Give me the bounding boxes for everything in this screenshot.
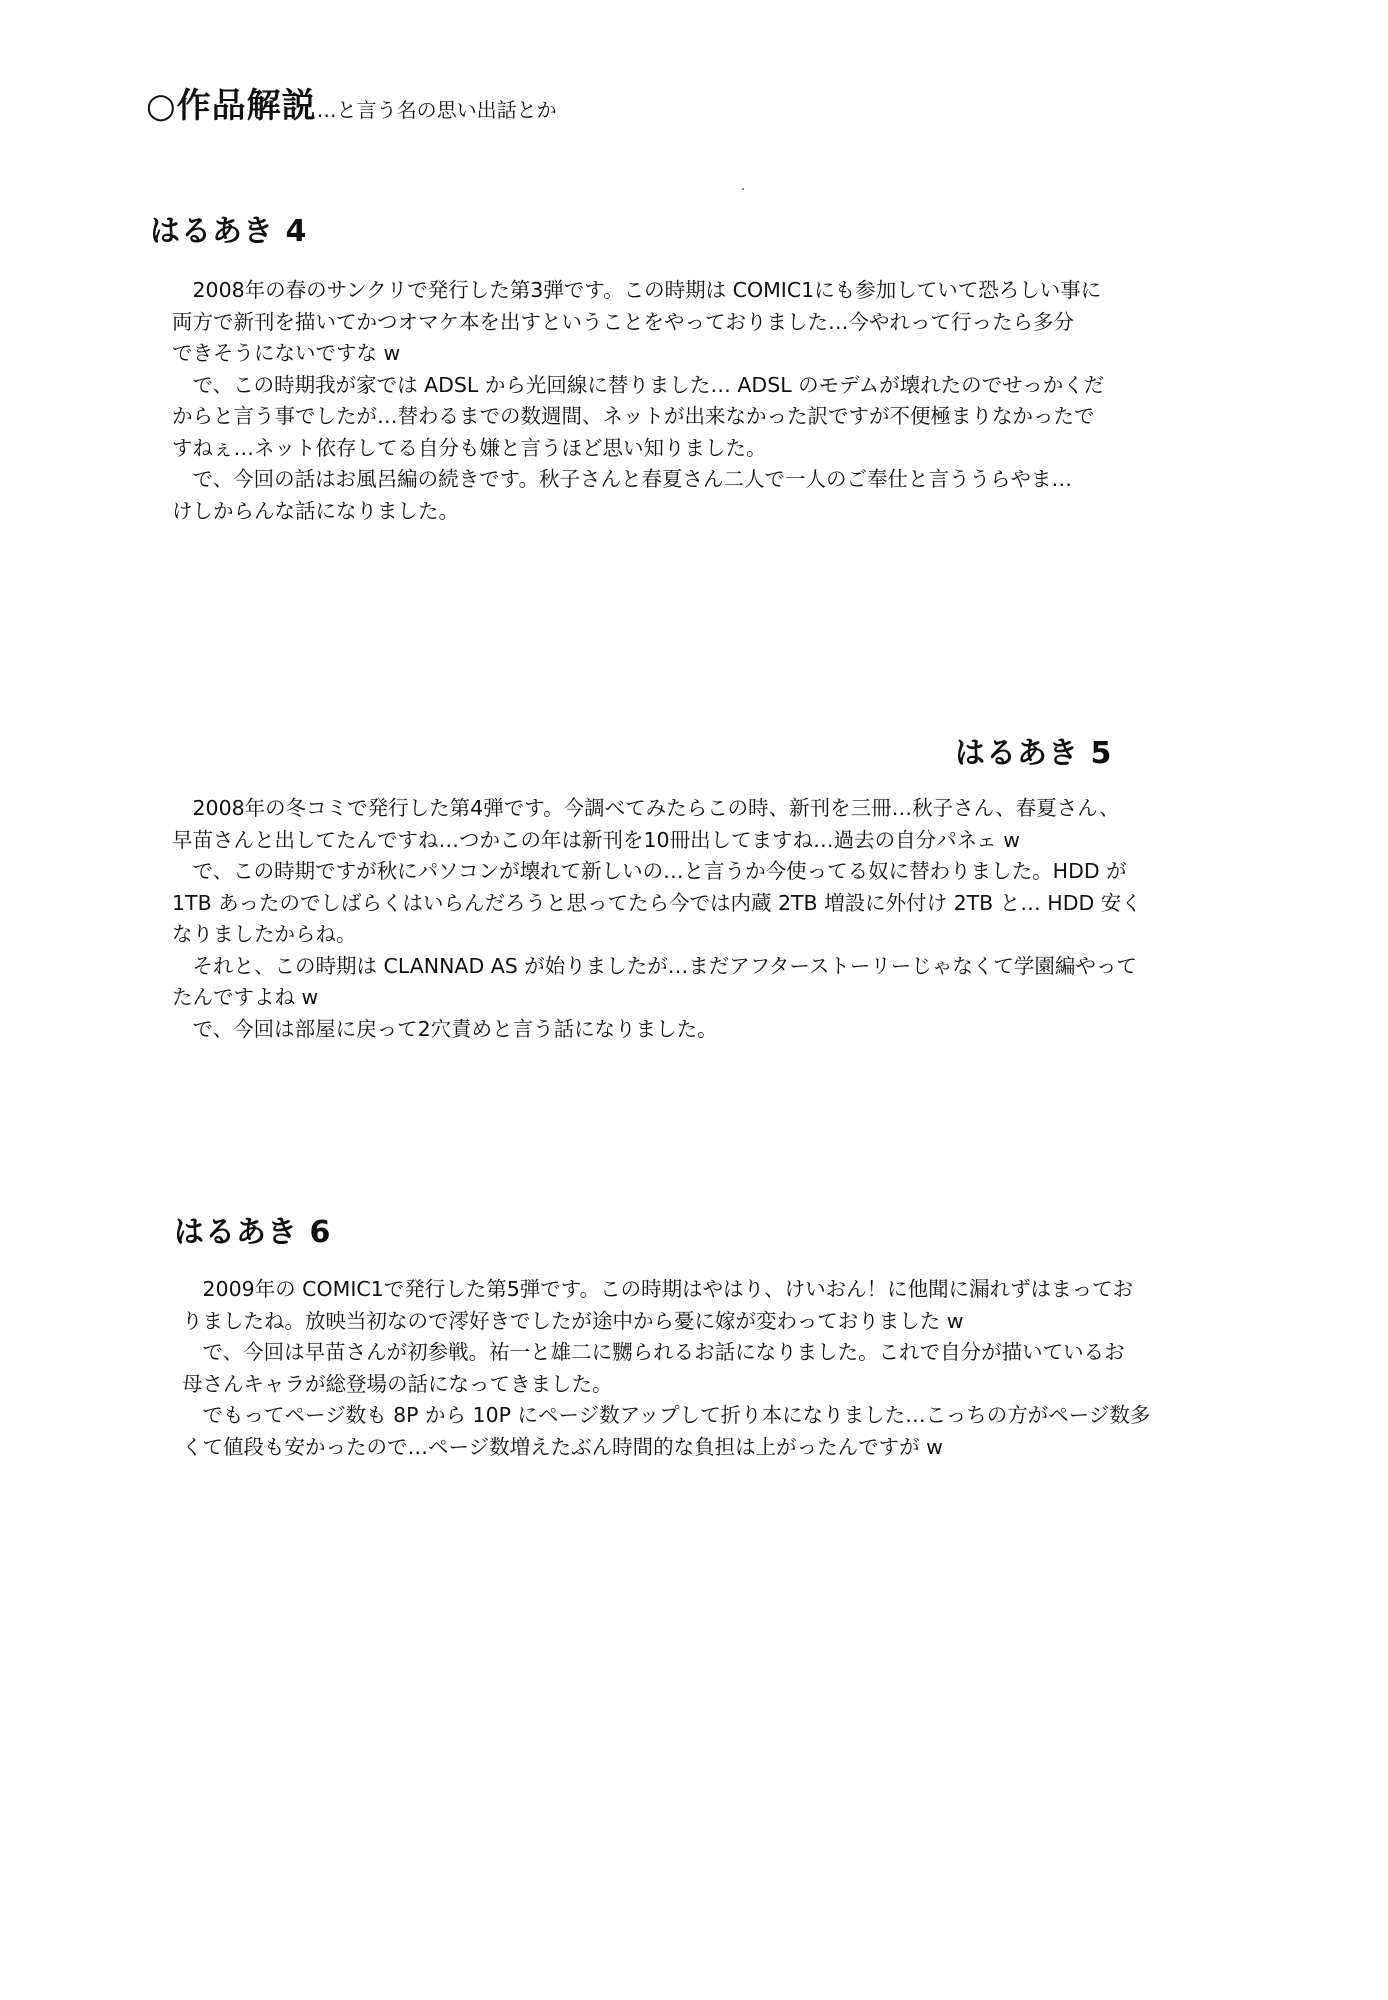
body-line: できそうにないですな w (172, 341, 401, 365)
body-line: たんですよね w (172, 985, 319, 1009)
section-body-harukai-4 (172, 275, 1104, 527)
scan-speck (742, 188, 744, 190)
body-line: 早苗さんと出してたんですね…つかこの年は新刊を10冊出してますね…過去の自分パネェ w (172, 827, 1021, 852)
body-line: 2008年の春のサンクリで発行した第3弾です。この時期は COMIC1にも参加していて恐ろしい事に (172, 278, 1102, 302)
body-line: で、今回の話はお風呂編の続きです。秋子さんと春夏さん二人で一人のご奉仕と言ううらやま… (172, 467, 1072, 491)
body-line: それと、この時期は CLANNAD AS が始りましたが…まだアフターストーリーじゃなくて学園編やって (172, 953, 1137, 978)
body-line: りましたね。放映当初なので澪好きでしたが途中から憂に嫁が変わっておりました w (182, 1308, 964, 1333)
body-line: すねぇ…ネット依存してる自分も嫌と言うほど思い知りました。 (172, 435, 767, 460)
body-line: で、今回は部屋に戻って2穴責めと言う話になりました。 (172, 1016, 718, 1041)
page-title-subtitle: …と言う名の思い出話とか (316, 98, 557, 122)
body-line: 2009年の COMIC1で発行した第5弾です。この時期はやはり、けいおん！に他聞に漏れずはまってお (182, 1277, 1134, 1301)
body-line: でもってページ数も 8P から 10P にページ数アップして折り本になりました…こっちの方がページ数多 (182, 1403, 1151, 1427)
body-line: なりましたからね。 (172, 922, 357, 946)
body-line: 1TB あったのでしばらくはいらんだろうと思ってたら今では内蔵 2TB 増設に外付け 2TB と… HDD 安く (172, 890, 1142, 915)
body-line: 2008年の冬コミで発行した第4弾です。今調べてみたらこの時、新刊を三冊…秋子さん、春夏さん、 (172, 796, 1120, 820)
body-line: けしからんな話になりました。 (172, 498, 459, 523)
page-title-main: ○作品解説 (146, 86, 317, 126)
section-title-harukai-5: はるあき 5 (955, 736, 1113, 771)
body-line: 両方で新刊を描いてかつオマケ本を出すということをやっておりました…今やれって行ったら多分 (172, 309, 1074, 334)
page-title (146, 78, 557, 127)
body-line: 母さんキャラが総登場の話になってきました。 (182, 1371, 613, 1396)
body-line: で、今回は早苗さんが初参戦。祐一と雄二に嬲られるお話になりました。これで自分が描いているお (182, 1340, 1125, 1364)
section-body-harukai-6 (182, 1274, 1150, 1463)
section-body-harukai-5 (172, 793, 1142, 1045)
body-line: くて値段も安かったので…ページ数増えたぶん時間的な負担は上がったんですが w (182, 1434, 943, 1459)
body-line: で、この時期我が家では ADSL から光回線に替りました… ADSL のモデムが壊れたのでせっかくだ (172, 372, 1105, 397)
section-title-harukai-6: はるあき 6 (174, 1215, 332, 1250)
body-line: で、この時期ですが秋にパソコンが壊れて新しいの…と言うか今使ってる奴に替わりました。HDD が (172, 859, 1127, 883)
section-title-harukai-4: はるあき 4 (150, 214, 308, 249)
body-line: からと言う事でしたが…替わるまでの数週間、ネットが出来なかった訳ですが不便極まりなかったで (172, 404, 1095, 428)
